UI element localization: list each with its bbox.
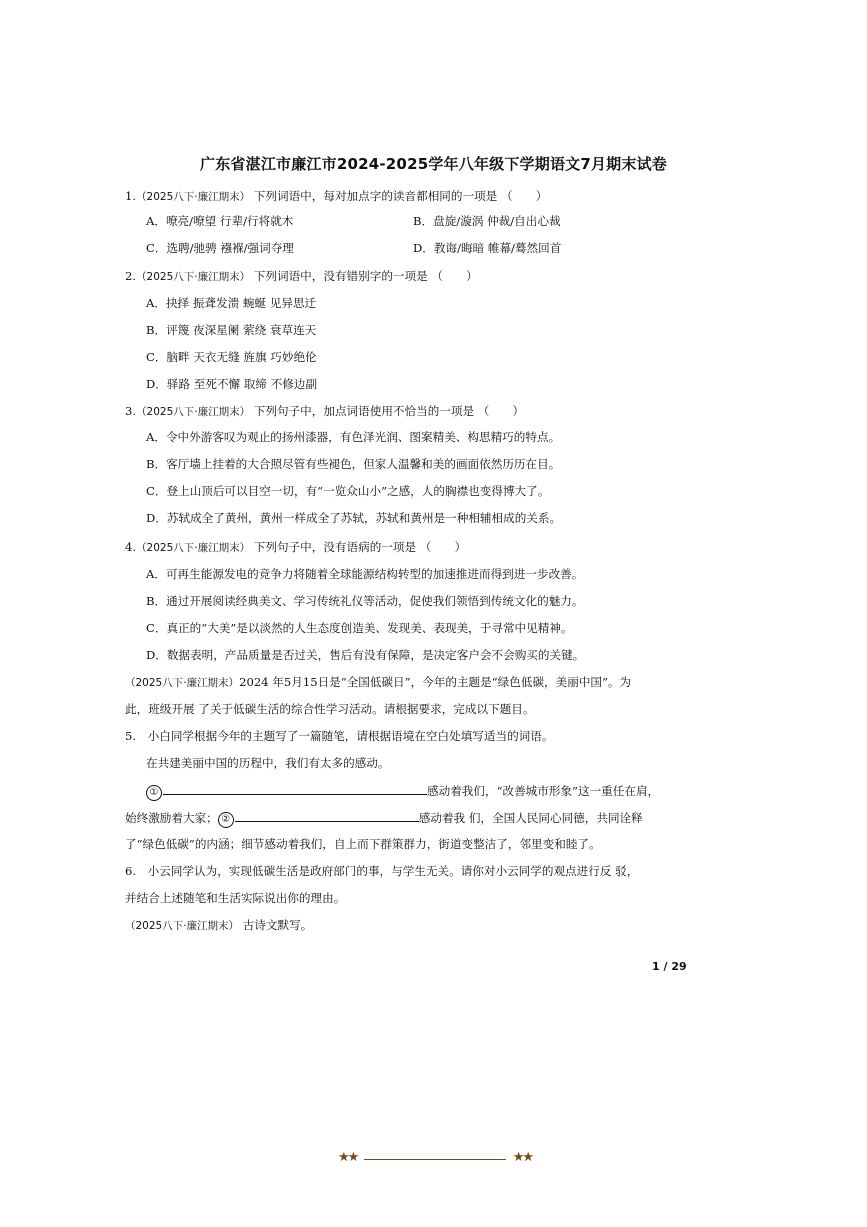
q1-option-a: A．嘹亮/嘹望 行辈/行将就木 — [146, 214, 294, 228]
essay-blank-line-2 — [125, 809, 643, 828]
question-5-prompt: 5. 小白同学根据今年的主题写了一篇随笔，请根据语境在空白处填写适当的词语。 — [125, 729, 554, 743]
intro-line-2: 此，班级开展 了关于低碳生活的综合性学习活动。请根据要求，完成以下题目。 — [125, 702, 535, 716]
intro-line-1 — [125, 674, 631, 691]
question-stem: 下列词语中，没有错别字的一项是 （ ） — [250, 269, 478, 283]
question-stem: 古诗文默写。 — [239, 918, 313, 932]
circled-number-1: ① — [146, 785, 162, 801]
question-stem: 下列句子中，没有语病的一项是 （ ） — [250, 540, 467, 554]
question-source: （2025八下·廉江期末） — [136, 271, 251, 283]
star-icon: ★★ — [338, 1150, 358, 1165]
star-icon: ★★ — [512, 1150, 532, 1165]
q1-option-d: D．教诲/晦暗 帷幕/蓦然回首 — [413, 241, 562, 255]
q3-option-b: B．客厅墙上挂着的大合照尽管有些褪色，但家人温馨和美的画面依然历历在目。 — [146, 457, 561, 471]
question-source: （2025八下·廉江期末） — [125, 920, 240, 932]
q3-option-a: A．令中外游客叹为观止的扬州漆器，有色泽光润、图案精美、构思精巧的特点。 — [146, 430, 561, 444]
question-source: （2025八下·廉江期末） — [136, 542, 251, 554]
answer-blank-2[interactable] — [235, 809, 419, 822]
question-number: 3. — [125, 404, 137, 418]
question-number: 2. — [125, 269, 137, 283]
question-number: 4. — [125, 540, 137, 554]
q1-option-c: C．选聘/驰骋 襁褓/强词夺理 — [146, 241, 294, 255]
question-source: （2025八下·廉江期末） — [136, 406, 251, 418]
essay-text: 感动着我 们，全国人民同心同德，共同诠释 — [418, 811, 643, 825]
essay-text: 感动着我们，“改善城市形象”这一重任在肩， — [427, 784, 660, 798]
essay-closing: 了“绿色低碳”的内涵；细节感动着我们，自上而下群策群力，街道变整洁了，邻里变和睦了。 — [125, 837, 601, 851]
intro-text: 2024 年5月15日是“全国低碳日”，今年的主题是“绿色低碳，美丽中国”。为 — [239, 675, 632, 689]
q3-option-d: D．苏轼成全了黄州，黄州一样成全了苏轼，苏轼和黄州是一种相辅相成的关系。 — [146, 511, 562, 525]
page-number: 1 / 29 — [652, 960, 687, 973]
essay-blank-line-1 — [146, 782, 659, 801]
q2-option-b: B．评篾 夜深星阑 萦绕 衰草连天 — [146, 323, 317, 337]
circled-number-2: ② — [218, 812, 234, 828]
q4-option-c: C．真正的“大美”是以淡然的人生态度创造美、发现美、表现美，于寻常中见精神。 — [146, 621, 573, 635]
q2-option-d: D．驿路 至死不懈 取缔 不修边副 — [146, 377, 318, 391]
question-6-line-1: 6. 小云同学认为，实现低碳生活是政府部门的事，与学生无关。请你对小云同学的观点进行反 驳， — [125, 864, 639, 878]
intro-source: （2025八下·廉江期末） — [125, 677, 240, 689]
question-1-header — [125, 188, 547, 205]
q4-option-b: B．通过开展阅读经典美文、学习传统礼仪等活动，促使我们领悟到传统文化的魅力。 — [146, 594, 584, 608]
question-3-header — [125, 403, 524, 420]
q2-option-c: C．脑畔 天衣无缝 旌旗 巧妙绝伦 — [146, 350, 317, 364]
question-number: 1. — [125, 189, 137, 203]
page-title: 广东省湛江市廉江市2024-2025学年八年级下学期语文7月期末试卷 — [200, 155, 667, 173]
q4-option-d: D．数据表明，产品质量是否过关，售后有没有保障，是决定客户会不会购买的关键。 — [146, 648, 585, 662]
question-6-line-2: 并结合上述随笔和生活实际说出你的理由。 — [125, 891, 346, 905]
question-source: （2025八下·廉江期末） — [136, 191, 251, 203]
q3-option-c: C．登上山顶后可以目空一切，有“一览众山小”之感，人的胸襟也变得博大了。 — [146, 484, 550, 498]
question-7-header — [125, 917, 312, 934]
question-stem: 下列句子中，加点词语使用不恰当的一项是 （ ） — [250, 404, 525, 418]
essay-opening: 在共建美丽中国的历程中，我们有太多的感动。 — [146, 756, 390, 770]
question-2-header — [125, 268, 478, 285]
footer-ornament — [338, 1150, 532, 1170]
q1-option-b: B．盘旋/漩涡 仲裁/自出心裁 — [413, 214, 561, 228]
question-stem: 下列词语中，每对加点字的读音都相同的一项是 （ ） — [250, 189, 548, 203]
q4-option-a: A．可再生能源发电的竞争力将随着全球能源结构转型的加速推进而得到进一步改善。 — [146, 567, 584, 581]
answer-blank-1[interactable] — [163, 782, 427, 795]
footer-divider — [364, 1159, 506, 1160]
q2-option-a: A．抉择 振聋发溃 蜿蜒 见异思迁 — [146, 296, 317, 310]
question-4-header — [125, 539, 466, 556]
essay-text: 始终激励着大家； — [125, 811, 218, 825]
